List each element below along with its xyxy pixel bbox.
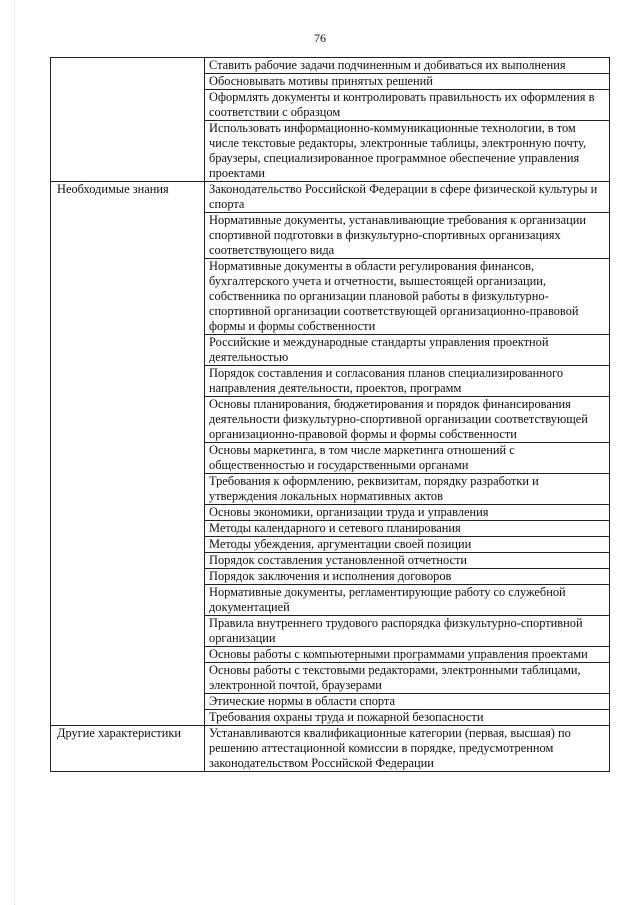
requirement-text: Основы планирования, бюджетирования и порядок финансирования деятельности физкультурно-спортивной организации соответствующей организационно-правовой формы и формы собственности: [205, 397, 610, 443]
requirement-text: Законодательство Российской Федерации в сфере физической культуры и спорта: [205, 182, 610, 213]
requirement-text: Обосновывать мотивы принятых решений: [205, 74, 610, 90]
requirement-text: Нормативные документы, регламентирующие работу со служебной документацией: [205, 585, 610, 616]
requirement-text: Методы календарного и сетевого планирования: [205, 521, 610, 537]
requirement-text: Порядок составления и согласования планов специализированного направления деятельности, проектов, программ: [205, 366, 610, 397]
section-label: Другие характеристики: [51, 726, 205, 772]
requirement-text: Основы экономики, организации труда и управления: [205, 505, 610, 521]
requirement-text: Методы убеждения, аргументации своей позиции: [205, 537, 610, 553]
requirement-text: Ставить рабочие задачи подчиненным и добиваться их выполнения: [205, 58, 610, 74]
requirement-text: Основы работы с текстовыми редакторами, электронными таблицами, электронной почтой, браузерами: [205, 663, 610, 694]
requirements-table: [50, 57, 610, 772]
requirement-text: Основы маркетинга, в том числе маркетинга отношений с общественностью и государственными органами: [205, 443, 610, 474]
table-body: [51, 58, 610, 772]
requirement-text: Правила внутреннего трудового распорядка физкультурно-спортивной организации: [205, 616, 610, 647]
requirement-text: Требования к оформлению, реквизитам, порядку разработки и утверждения локальных нормативных актов: [205, 474, 610, 505]
requirement-text: Устанавливаются квалификационные категории (первая, высшая) по решению аттестационной комиссии в порядке, предусмотренном законодательством Российской Федерации: [205, 726, 610, 772]
requirement-text: Российские и международные стандарты управления проектной деятельностью: [205, 335, 610, 366]
requirement-text: Порядок составления установленной отчетности: [205, 553, 610, 569]
requirement-text: Нормативные документы в области регулирования финансов, бухгалтерского учета и отчетности, вышестоящей организации, собственника по организации плановой работы в физкультурно-спортивной организации соответствующей организационно-правовой формы и формы собственности: [205, 259, 610, 335]
requirement-text: Порядок заключения и исполнения договоров: [205, 569, 610, 585]
requirement-text: Основы работы с компьютерными программами управления проектами: [205, 647, 610, 663]
requirement-text: Этические нормы в области спорта: [205, 694, 610, 710]
section-label: Необходимые знания: [51, 182, 205, 726]
page-number: 76: [314, 31, 326, 45]
requirement-text: Нормативные документы, устанавливающие требования к организации спортивной подготовки в физкультурно-спортивных организациях соответствующего вида: [205, 213, 610, 259]
table-row: [51, 58, 610, 74]
section-label: [51, 58, 205, 182]
table-row: [51, 182, 610, 213]
table-row: [51, 726, 610, 772]
requirement-text: Требования охраны труда и пожарной безопасности: [205, 710, 610, 726]
scan-margin: [0, 0, 15, 905]
requirement-text: Оформлять документы и контролировать правильность их оформления в соответствии с образцом: [205, 90, 610, 121]
requirement-text: Использовать информационно-коммуникационные технологии, в том числе текстовые редакторы, электронные таблицы, электронную почту, браузеры, специализированное программное обеспечение управления проектами: [205, 121, 610, 182]
